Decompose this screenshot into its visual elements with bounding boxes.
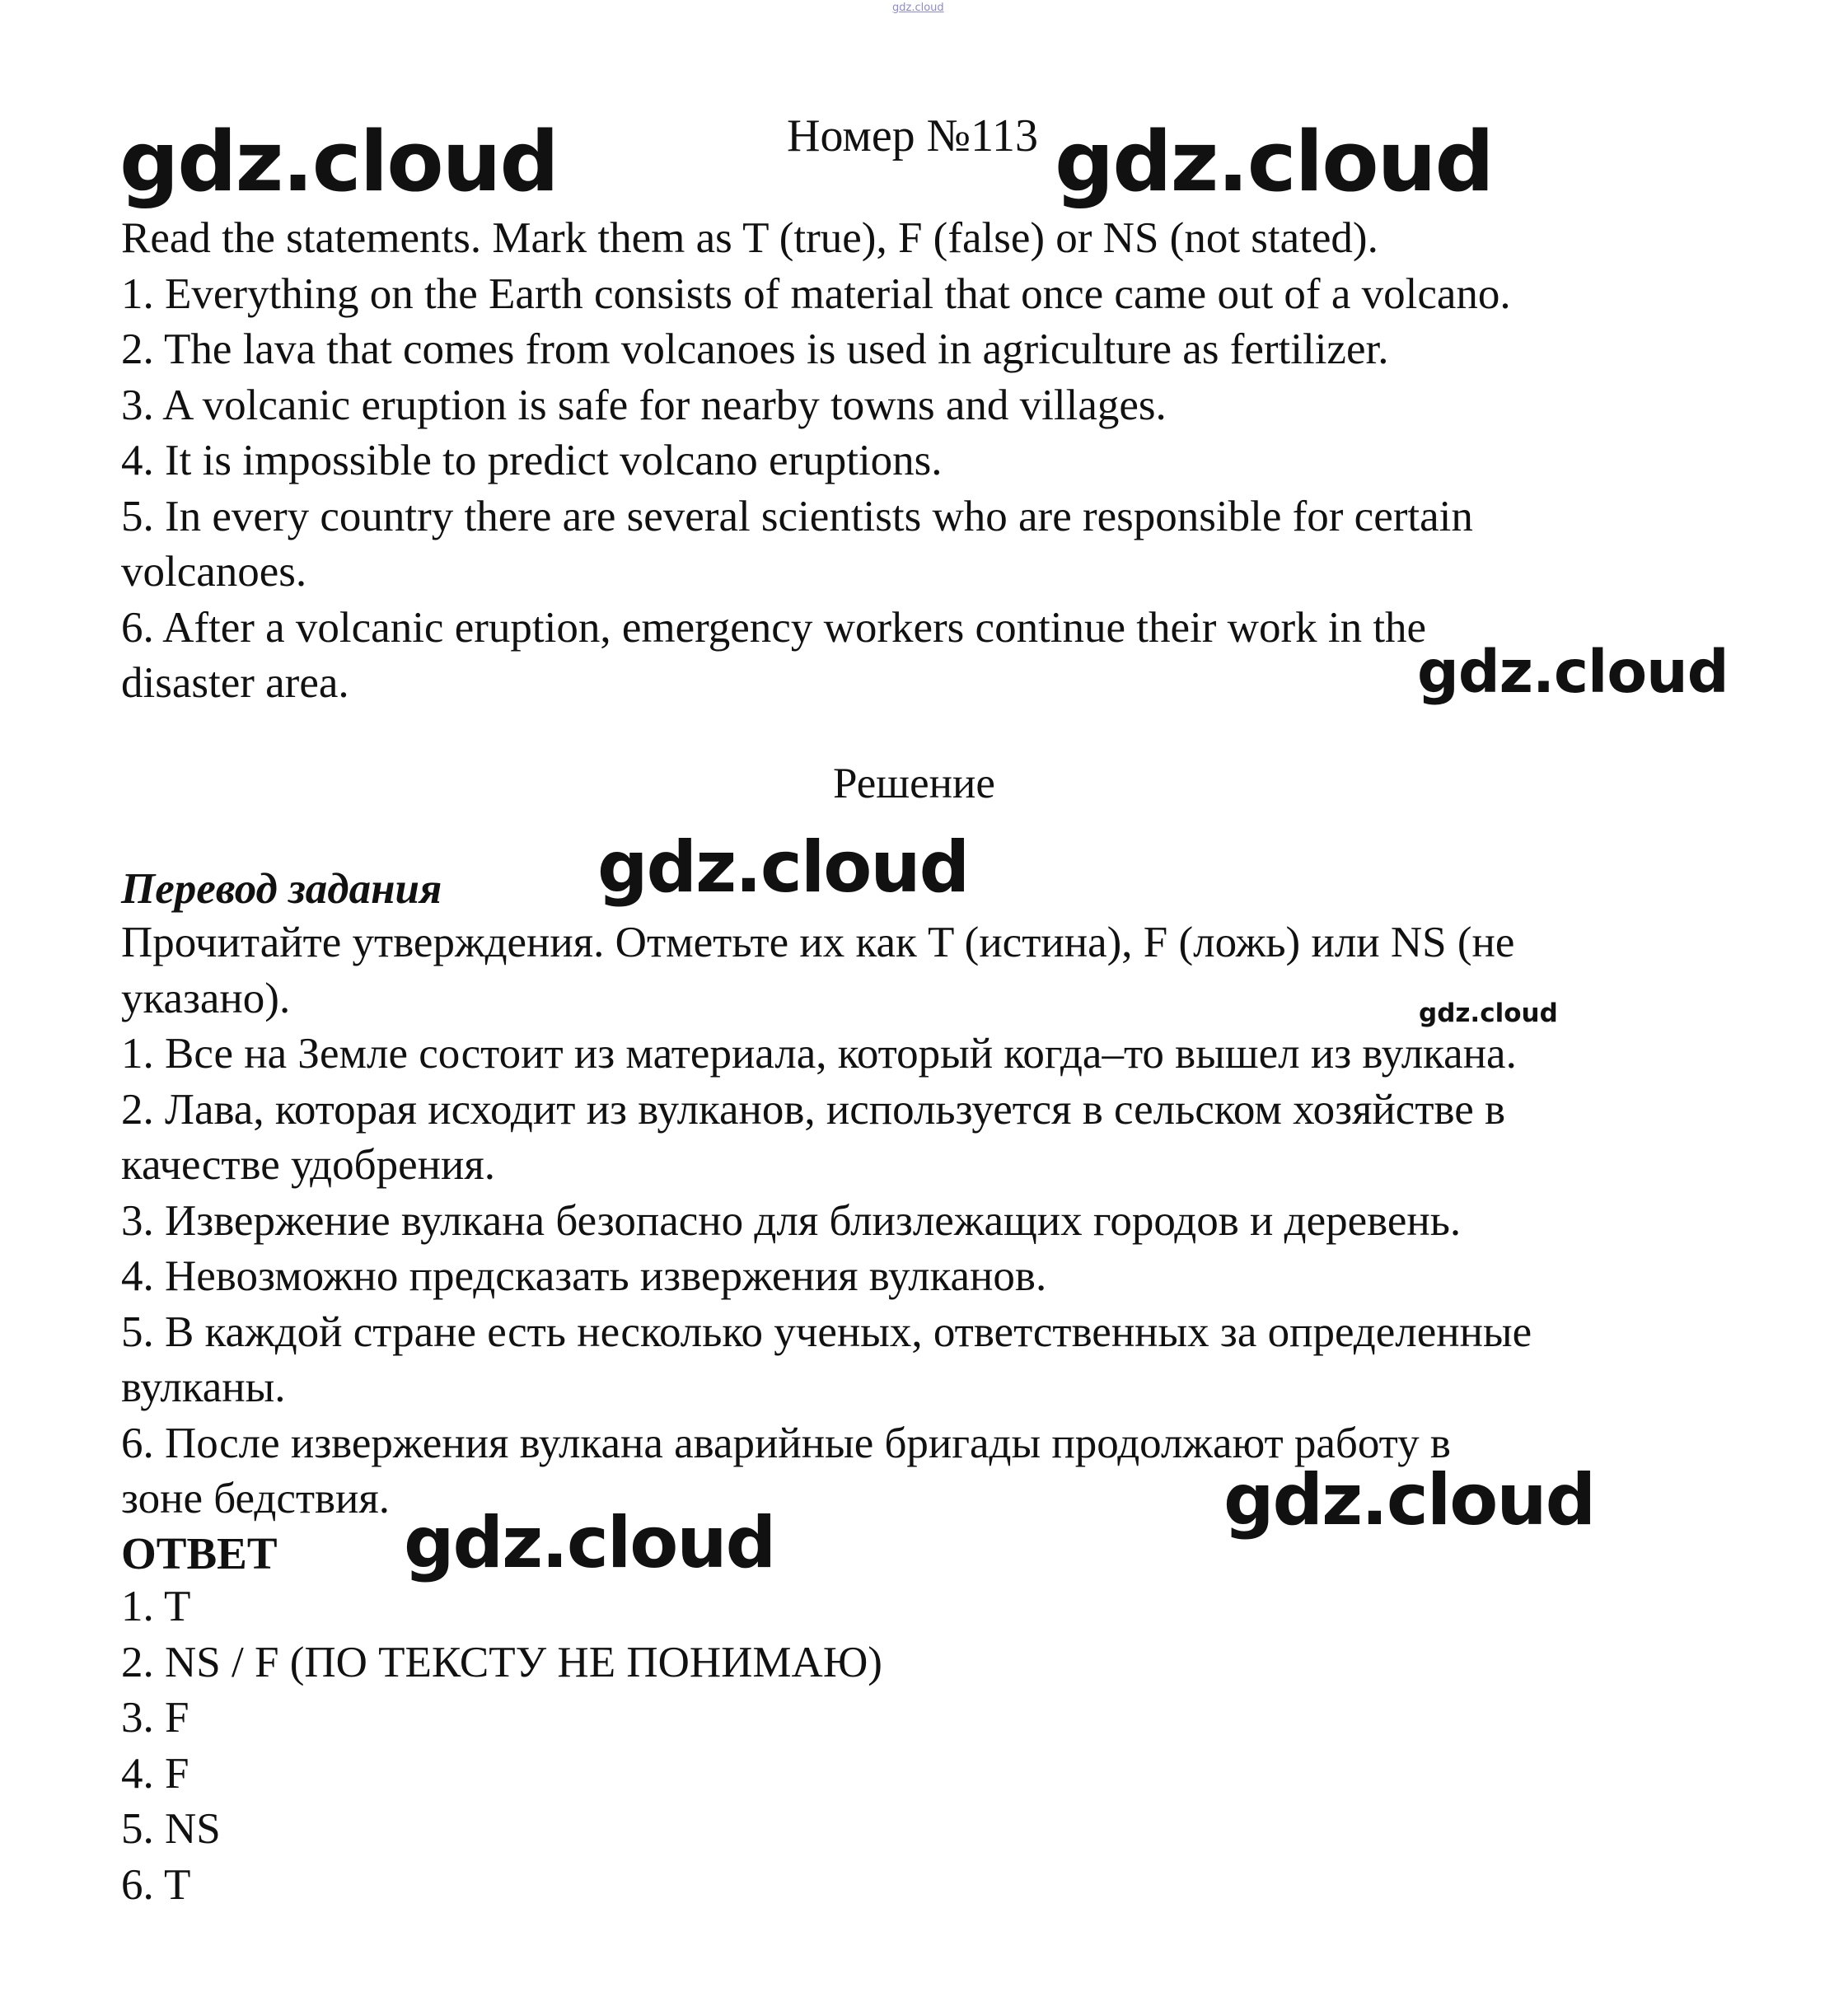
watermark-logo-1: gdz.cloud xyxy=(119,113,558,210)
answer-heading: ОТВЕТ xyxy=(121,1528,278,1578)
watermark-logo-6: gdz.cloud xyxy=(1223,1459,1595,1541)
task-block xyxy=(121,211,1511,712)
translation-line: 1. Все на Земле состоит из материала, который когда–то вышел из вулкана. xyxy=(121,1030,1517,1078)
watermark-logo-3: gdz.cloud xyxy=(1417,638,1729,706)
answer-item: 4. F xyxy=(121,1749,189,1798)
task-statement: 1. Everything on the Earth consists of material that once came out of a volcano. xyxy=(121,269,1511,318)
translation-line: 6. После извержения вулкана аварийные бригады продолжают работу в xyxy=(121,1419,1451,1467)
task-statement: 2. The lava that comes from volcanoes is used in agriculture as fertilizer. xyxy=(121,325,1389,373)
watermark-logo-2: gdz.cloud xyxy=(1055,113,1493,210)
translation-block xyxy=(121,915,1532,1527)
task-statement: 4. It is impossible to predict volcano eruptions. xyxy=(121,437,943,484)
task-statement: volcanoes. xyxy=(121,548,307,596)
answer-item: 6. T xyxy=(121,1860,191,1909)
solution-heading: Решение xyxy=(833,760,995,807)
translation-line: 3. Извержение вулкана безопасно для близлежащих городов и деревень. xyxy=(121,1196,1462,1245)
translation-heading: Перевод задания xyxy=(121,865,442,913)
task-statement: 5. In every country there are several scientists who are responsible for certain xyxy=(121,492,1473,540)
translation-line: 2. Лава, которая исходит из вулканов, используется в сельском хозяйстве в xyxy=(121,1085,1506,1134)
translation-line: указано). xyxy=(121,974,291,1022)
task-statement: 3. A volcanic eruption is safe for nearby towns and villages. xyxy=(121,381,1167,429)
watermark-logo-4: gdz.cloud xyxy=(597,826,969,909)
translation-line: вулканы. xyxy=(121,1363,286,1411)
translation-line: 5. В каждой стране есть несколько ученых, ответственных за определенные xyxy=(121,1307,1532,1356)
task-statement: 6. After a volcanic eruption, emergency workers continue their work in the xyxy=(121,603,1427,652)
watermark-logo-7: gdz.cloud xyxy=(404,1502,775,1584)
translation-line: зоне бедствия. xyxy=(121,1475,391,1522)
answer-item: 1. T xyxy=(121,1583,191,1630)
translation-line: 4. Невозможно предсказать извержения вулканов. xyxy=(121,1252,1047,1300)
task-statement: disaster area. xyxy=(121,659,349,707)
answer-item: 5. NS xyxy=(121,1805,221,1853)
translation-line: Прочитайте утверждения. Отметьте их как T (истина), F (ложь) или NS (не xyxy=(121,919,1515,966)
task-instruction: Read the statements. Mark them as T (true), F (false) or NS (not stated). xyxy=(121,214,1378,262)
answer-item: 3. F xyxy=(121,1694,189,1742)
translation-line: качестве удобрения. xyxy=(121,1141,495,1189)
watermark-logo-5: gdz.cloud xyxy=(1419,998,1558,1028)
answer-list xyxy=(121,1579,882,1913)
answer-item: 2. NS / F (ПО ТЕКСТУ НЕ ПОНИМАЮ) xyxy=(121,1638,882,1686)
watermark-top[interactable]: gdz.cloud xyxy=(892,2,944,14)
page-title: Номер №113 xyxy=(787,110,1039,161)
